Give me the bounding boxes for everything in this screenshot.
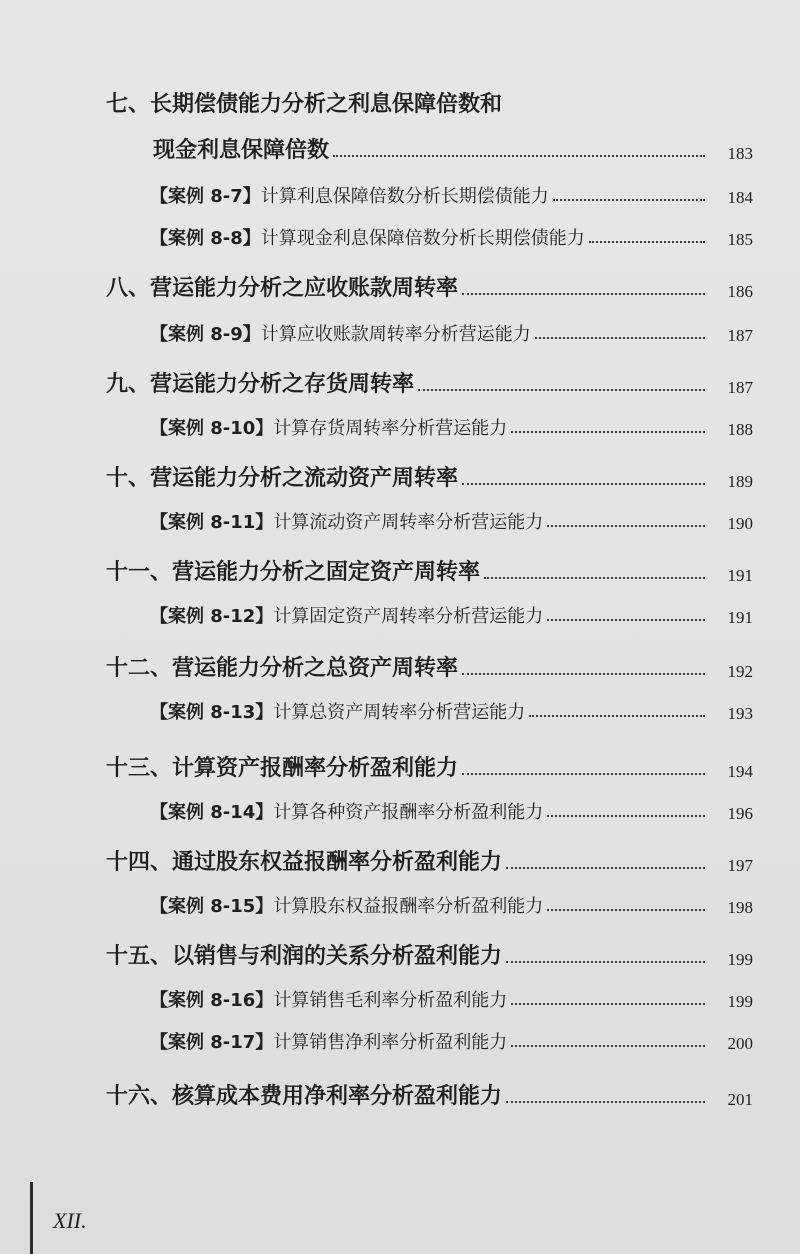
case-title: 计算销售净利率分析盈利能力 [273, 1032, 508, 1053]
entry-title: 现金利息保障倍数 [153, 138, 330, 163]
dot-leader [529, 715, 705, 717]
page-number: 193 [727, 704, 753, 723]
case-title: 计算流动资产周转率分析营运能力 [273, 512, 544, 533]
case-label: 【案例 8-13】 [150, 702, 274, 723]
case-title: 计算销售毛利率分析盈利能力 [273, 990, 508, 1011]
page-number: 184 [727, 188, 753, 207]
case-label: 【案例 8-7】 [150, 186, 261, 207]
case-label: 【案例 8-15】 [150, 896, 274, 917]
page-number: 199 [727, 992, 753, 1011]
toc-section-entry [0, 1074, 800, 1108]
dot-leader [506, 961, 705, 963]
entry-title: 八、营运能力分析之应收账款周转率 [106, 276, 459, 301]
entry-title [0, 992, 507, 1010]
toc-case-entry [0, 498, 800, 532]
dot-leader [547, 619, 705, 621]
toc-case-entry [0, 976, 800, 1010]
entry-title: 十六、核算成本费用净利率分析盈利能力 [106, 1084, 503, 1109]
toc-case-entry [0, 688, 800, 722]
toc-case-entry [0, 310, 800, 344]
entry-title: 十五、以销售与利润的关系分析盈利能力 [106, 944, 503, 969]
entry-title: 十、营运能力分析之流动资产周转率 [106, 466, 459, 491]
page-number: 188 [727, 420, 753, 439]
case-label: 【案例 8-14】 [150, 802, 274, 823]
page-number: 187 [727, 326, 753, 345]
case-title: 计算利息保障倍数分析长期偿债能力 [260, 186, 549, 207]
case-title: 计算股东权益报酬率分析盈利能力 [273, 896, 544, 917]
page-number: 189 [727, 472, 753, 491]
page-number: 199 [727, 950, 753, 969]
footer-rule [30, 1182, 33, 1254]
toc-case-entry [0, 404, 800, 438]
case-title: 计算总资产周转率分析营运能力 [273, 702, 526, 723]
page-number: 201 [727, 1090, 753, 1109]
entry-title [0, 188, 549, 206]
dot-leader [547, 815, 705, 817]
case-label: 【案例 8-9】 [150, 324, 261, 345]
toc-case-entry [0, 172, 800, 206]
toc-case-entry [0, 214, 800, 248]
toc-section-entry [0, 550, 800, 584]
toc-section-entry [0, 362, 800, 396]
entry-title [0, 704, 525, 722]
case-title: 计算各种资产报酬率分析盈利能力 [273, 802, 544, 823]
toc-section-entry [0, 266, 800, 300]
toc-case-entry [0, 1018, 800, 1052]
dot-leader [535, 337, 705, 339]
page-number: 196 [727, 804, 753, 823]
page-number: 200 [727, 1034, 753, 1053]
case-label: 【案例 8-17】 [150, 1032, 274, 1053]
dot-leader [553, 199, 705, 201]
entry-title: 十三、计算资产报酬率分析盈利能力 [106, 756, 459, 781]
page-number: 185 [727, 230, 753, 249]
page-number: 183 [727, 144, 753, 163]
dot-leader [547, 909, 705, 911]
case-title: 计算存货周转率分析营运能力 [273, 418, 508, 439]
entry-title: 七、长期偿债能力分析之利息保障倍数和 [106, 92, 503, 117]
entry-title [0, 898, 543, 916]
dot-leader [462, 773, 705, 775]
toc-section-entry [0, 646, 800, 680]
dot-leader [506, 1101, 705, 1103]
dot-leader [484, 577, 705, 579]
dot-leader [462, 483, 705, 485]
dot-leader [589, 241, 705, 243]
page-number: 187 [727, 378, 753, 397]
entry-title [0, 1034, 507, 1052]
case-label: 【案例 8-12】 [150, 606, 274, 627]
toc-section-entry [0, 840, 800, 874]
dot-leader [333, 155, 705, 157]
toc-section-entry [0, 82, 800, 116]
dot-leader [462, 673, 705, 675]
dot-leader [547, 525, 705, 527]
case-title: 计算固定资产周转率分析营运能力 [273, 606, 544, 627]
page-number: 192 [727, 662, 753, 681]
page-number: 197 [727, 856, 753, 875]
toc-case-entry [0, 882, 800, 916]
dot-leader [511, 1003, 705, 1005]
case-label: 【案例 8-10】 [150, 418, 274, 439]
page-number: 194 [727, 762, 753, 781]
dot-leader [511, 431, 705, 433]
case-title: 计算现金利息保障倍数分析长期偿债能力 [260, 228, 585, 249]
entry-title: 十一、营运能力分析之固定资产周转率 [106, 560, 481, 585]
case-label: 【案例 8-8】 [150, 228, 261, 249]
page-number: 186 [727, 282, 753, 301]
toc-case-entry [0, 592, 800, 626]
footer-page-number: XII. [53, 1208, 87, 1233]
case-title: 计算应收账款周转率分析营运能力 [260, 324, 531, 345]
entry-title [0, 326, 531, 344]
toc-section-entry [0, 456, 800, 490]
entry-title: 十四、通过股东权益报酬率分析盈利能力 [106, 850, 503, 875]
toc-section-entry [0, 746, 800, 780]
dot-leader [418, 389, 705, 391]
case-label: 【案例 8-11】 [150, 512, 274, 533]
toc-case-entry [0, 788, 800, 822]
page-number: 191 [727, 608, 753, 627]
dot-leader [462, 293, 705, 295]
entry-title: 九、营运能力分析之存货周转率 [106, 372, 415, 397]
entry-title [0, 514, 543, 532]
page-number: 190 [727, 514, 753, 533]
page-number: 198 [727, 898, 753, 917]
entry-title [0, 420, 507, 438]
entry-title [0, 608, 543, 626]
case-label: 【案例 8-16】 [150, 990, 274, 1011]
toc-section-entry [0, 128, 800, 162]
toc-section-entry [0, 934, 800, 968]
page-number: 191 [727, 566, 753, 585]
dot-leader [511, 1045, 705, 1047]
entry-title [0, 804, 543, 822]
entry-title: 十二、营运能力分析之总资产周转率 [106, 656, 459, 681]
entry-title [0, 230, 585, 248]
dot-leader [506, 867, 705, 869]
